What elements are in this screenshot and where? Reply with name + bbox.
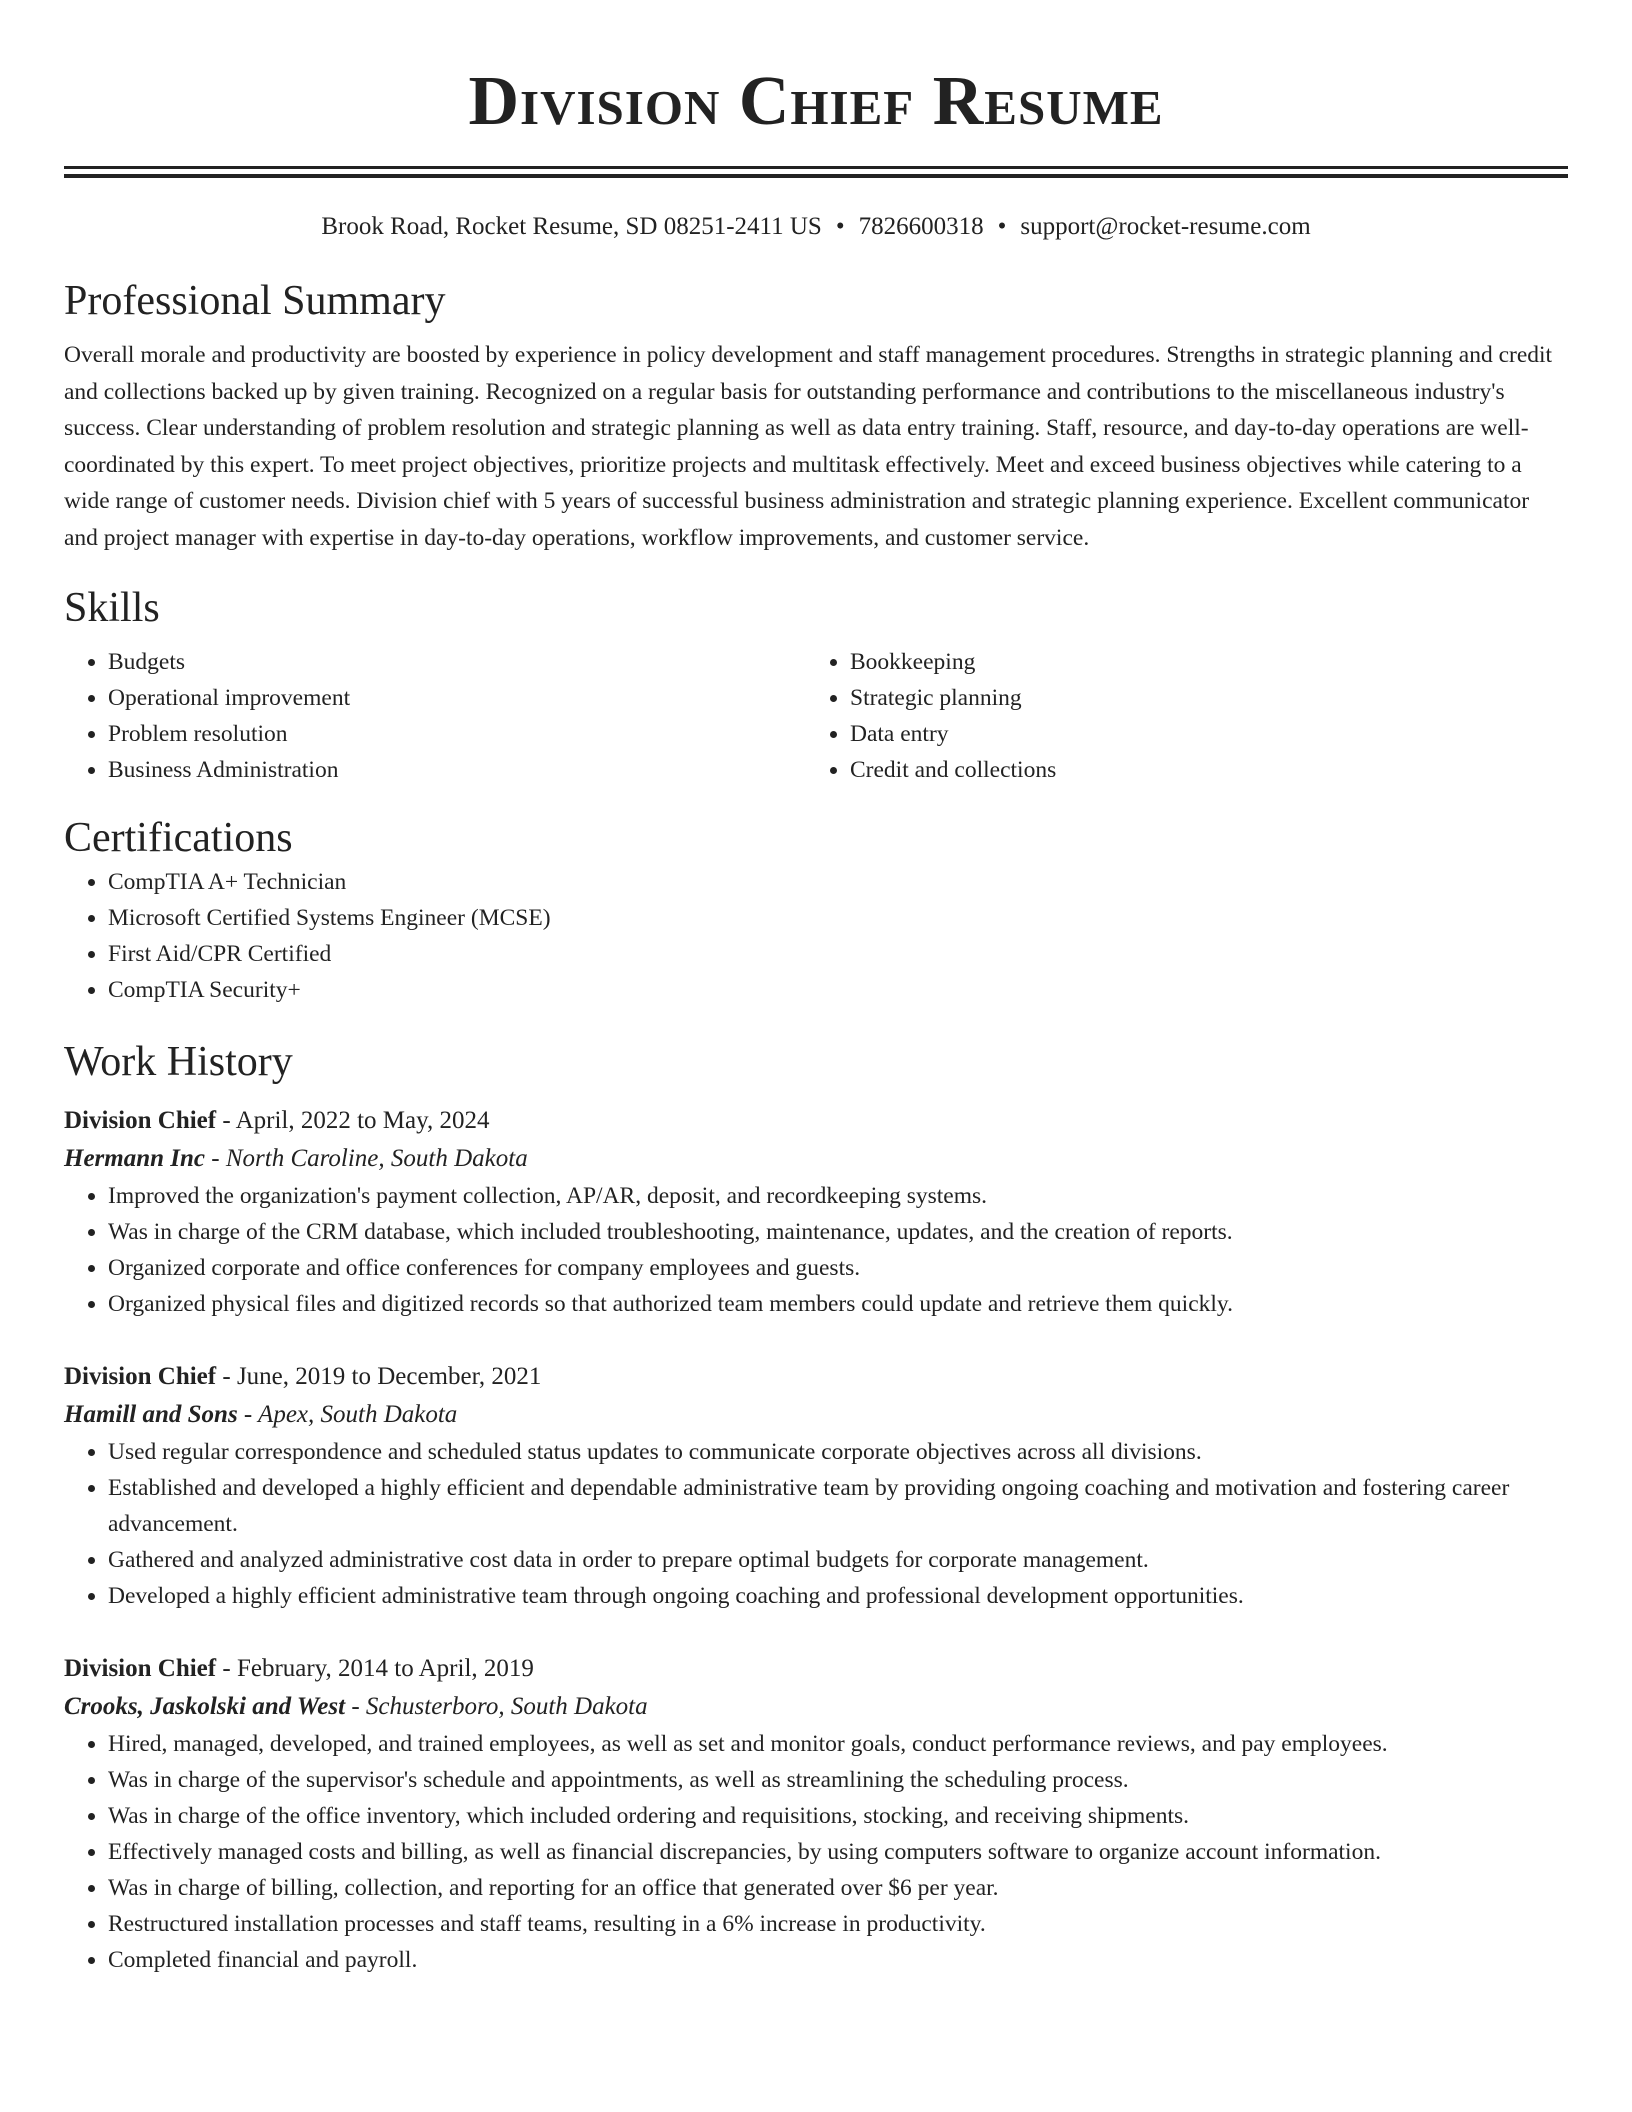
job-bullet: • Improved the organization's payment collection, AP/AR, deposit, and recordkeeping systems.: [108, 1178, 1568, 1214]
job-role-line: Division Chief - April, 2022 to May, 2024: [64, 1107, 490, 1134]
skill-item: • Bookkeeping: [850, 644, 1548, 680]
job-bullet: • Was in charge of the supervisor's schedule and appointments, as well as streamlining the scheduling process.: [108, 1762, 1568, 1798]
skill-item: • Operational improvement: [108, 680, 806, 716]
job-dates: April, 2022 to May, 2024: [235, 1107, 490, 1134]
job-entry: [64, 1650, 1568, 1978]
certification-item: • First Aid/CPR Certified: [108, 936, 1568, 972]
certification-item: • CompTIA A+ Technician: [108, 864, 1568, 900]
job-bullet: • Effectively managed costs and billing, as well as financial discrepancies, by using computers software to organize account information.: [108, 1834, 1568, 1870]
certifications-list: [64, 864, 1568, 1008]
job-bullet: • Organized corporate and office conferences for company employees and guests.: [108, 1250, 1568, 1286]
contact-line: [64, 211, 1568, 243]
skill-item: • Data entry: [850, 716, 1548, 752]
skill-item: • Business Administration: [108, 752, 806, 788]
job-bullet: • Was in charge of the office inventory, which included ordering and requisitions, stocking, and receiving shipments.: [108, 1798, 1568, 1834]
resume-title: Division Chief Resume: [468, 63, 1164, 140]
job-bullet: • Organized physical files and digitized records so that authorized team members could update and retrieve them quickly.: [108, 1286, 1568, 1322]
summary-text: Overall morale and productivity are boosted by experience in policy development and staff management procedures. Strengths in strategic planning and credit and collections backed up by given training. Recognized on a regular basis for outstanding performance and contributions to the miscellaneous industry's success. Clear understanding of problem resolution and strategic planning as well as data entry training. Staff, resource, and day-to-day operations are well-coordinated by this expert. To meet project objectives, prioritize projects and multitask effectively. Meet and exceed business objectives while catering to a wide range of customer needs. Division chief with 5 years of successful business administration and strategic planning experience. Excellent communicator and project manager with expertise in day-to-day operations, workflow improvements, and customer service.: [64, 342, 1553, 551]
certifications-heading: Certifications: [64, 815, 293, 861]
job-company-line: Hamill and Sons - Apex, South Dakota: [64, 1401, 458, 1428]
job-bullet: • Gathered and analyzed administrative cost data in order to prepare optimal budgets for corporate management.: [108, 1542, 1568, 1578]
job-dates: June, 2019 to December, 2021: [236, 1363, 542, 1390]
contact-address: Brook Road, Rocket Resume, SD 08251-2411 US: [321, 213, 822, 240]
contact-separator: •: [835, 213, 845, 240]
job-company: Hamill and Sons: [64, 1401, 238, 1428]
job-bullet: • Developed a highly efficient administrative team through ongoing coaching and professional development opportunities.: [108, 1578, 1568, 1614]
job-role: Division Chief: [64, 1363, 217, 1390]
job-bullets: [64, 1434, 1568, 1614]
skill-item: • Strategic planning: [850, 680, 1548, 716]
job-bullet: • Established and developed a highly efficient and dependable administrative team by providing ongoing coaching and motivation and fostering career advancement.: [108, 1470, 1568, 1542]
job-company: Crooks, Jaskolski and West: [64, 1693, 346, 1720]
job-entry: [64, 1102, 1568, 1322]
contact-separator: •: [997, 213, 1007, 240]
title-divider: [64, 166, 1568, 178]
job-role-line: Division Chief - June, 2019 to December, 2021: [64, 1363, 542, 1390]
job-bullets: [64, 1726, 1568, 1978]
job-bullet: • Completed financial and payroll.: [108, 1942, 1568, 1978]
job-bullet: • Restructured installation processes and staff teams, resulting in a 6% increase in productivity.: [108, 1906, 1568, 1942]
job-location: North Caroline, South Dakota: [225, 1145, 528, 1172]
job-company-line: Hermann Inc - North Caroline, South Dakota: [64, 1145, 528, 1172]
skills-column-left: [64, 644, 806, 788]
skills-column-right: [806, 644, 1548, 788]
job-location: Apex, South Dakota: [258, 1401, 458, 1428]
job-bullet: • Was in charge of the CRM database, which included troubleshooting, maintenance, updates, and the creation of reports.: [108, 1214, 1568, 1250]
job-entry: [64, 1358, 1568, 1614]
contact-phone: 7826600318: [858, 213, 984, 240]
skill-item: • Budgets: [108, 644, 806, 680]
job-role: Division Chief: [64, 1107, 217, 1134]
skills-grid: [64, 644, 1568, 788]
job-dates: February, 2014 to April, 2019: [236, 1655, 534, 1682]
job-location: Schusterboro, South Dakota: [365, 1693, 648, 1720]
job-bullets: [64, 1178, 1568, 1322]
job-bullet: • Hired, managed, developed, and trained employees, as well as set and monitor goals, conduct performance reviews, and pay employees.: [108, 1726, 1568, 1762]
certification-item: • CompTIA Security+: [108, 972, 1568, 1008]
job-company-line: Crooks, Jaskolski and West - Schusterboro, South Dakota: [64, 1693, 648, 1720]
contact-email[interactable]: support@rocket-resume.com: [1020, 213, 1311, 240]
job-bullet: • Was in charge of billing, collection, and reporting for an office that generated over $6 per year.: [108, 1870, 1568, 1906]
work-history-heading: Work History: [64, 1039, 293, 1085]
skill-item: • Problem resolution: [108, 716, 806, 752]
job-role: Division Chief: [64, 1655, 217, 1682]
job-company: Hermann Inc: [64, 1145, 206, 1172]
summary-heading: Professional Summary: [64, 278, 446, 324]
job-bullet: • Used regular correspondence and scheduled status updates to communicate corporate objectives across all divisions.: [108, 1434, 1568, 1470]
skill-item: • Credit and collections: [850, 752, 1548, 788]
skills-heading: Skills: [64, 585, 160, 631]
certification-item: • Microsoft Certified Systems Engineer (MCSE): [108, 900, 1568, 936]
job-role-line: Division Chief - February, 2014 to April, 2019: [64, 1655, 534, 1682]
